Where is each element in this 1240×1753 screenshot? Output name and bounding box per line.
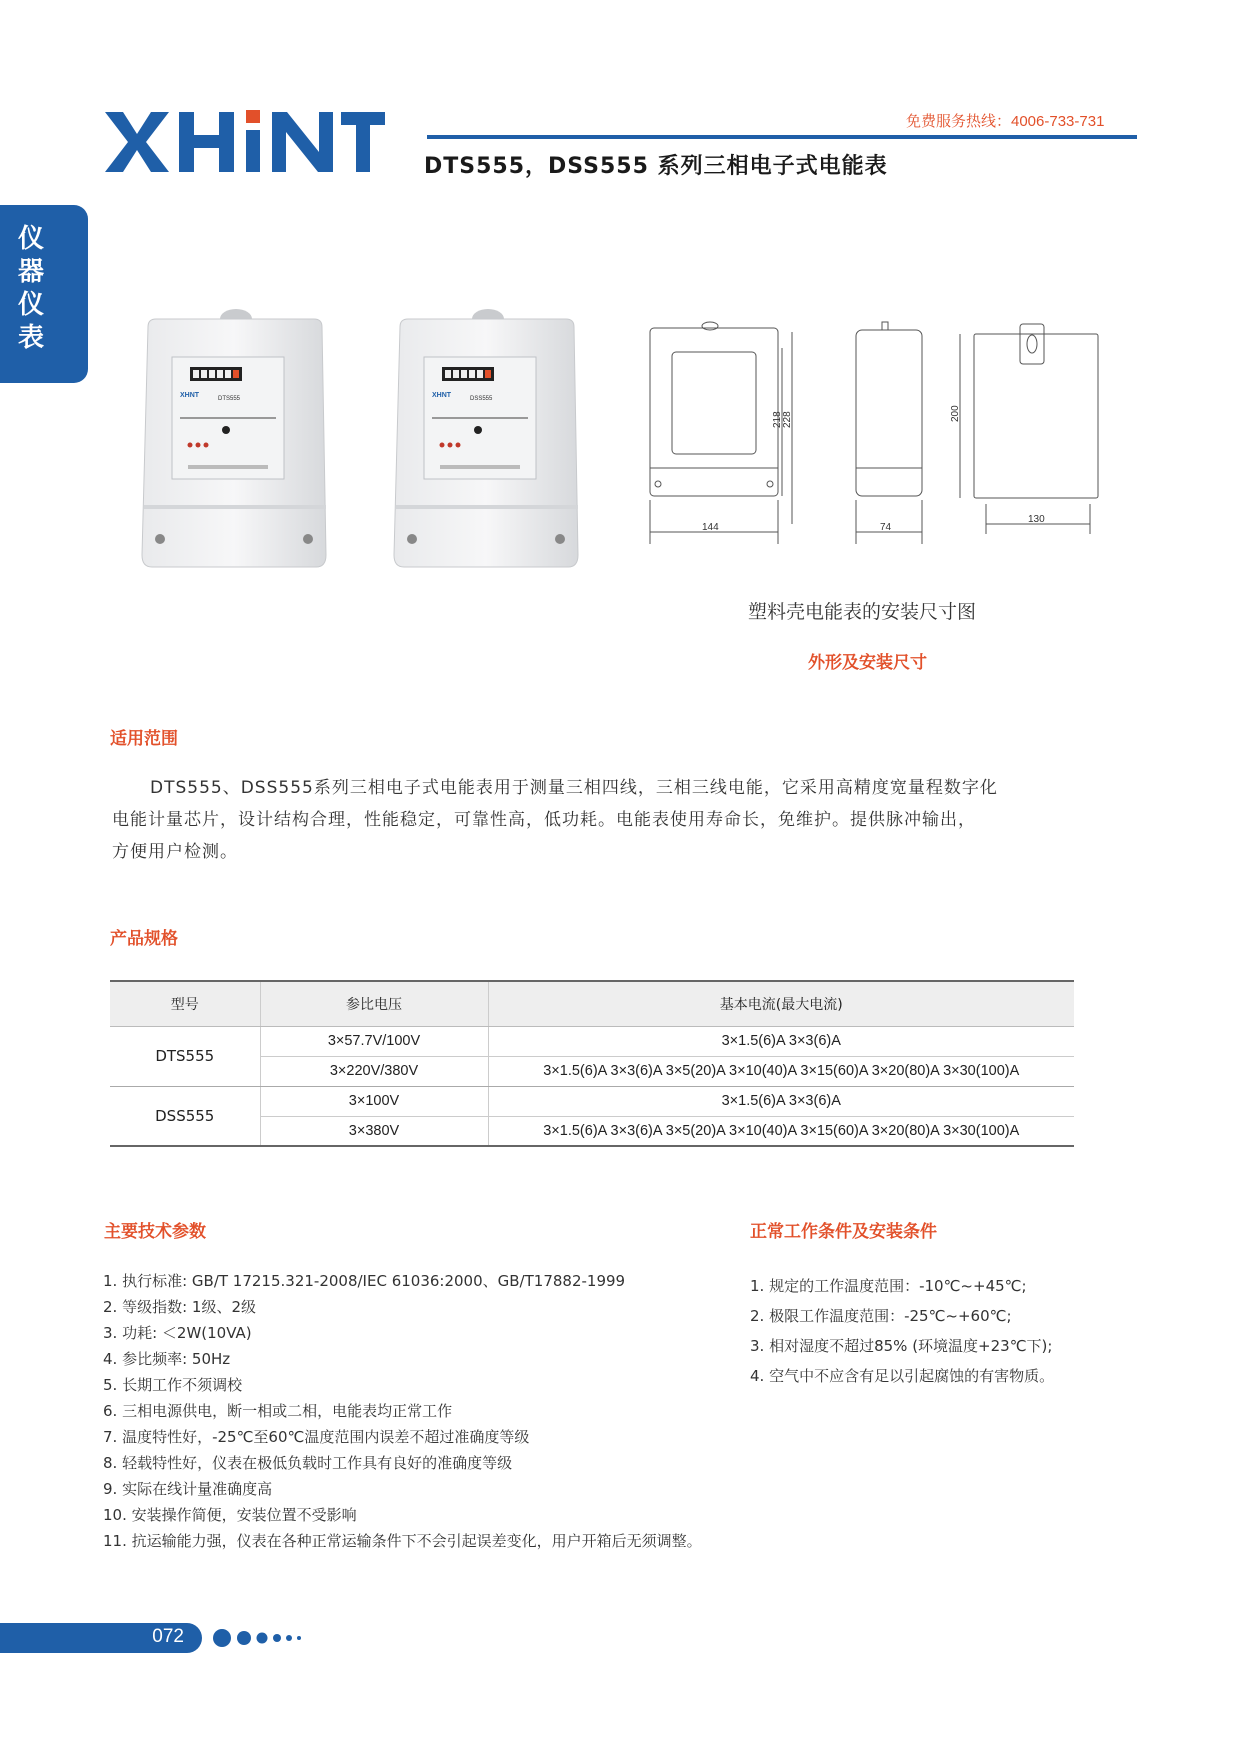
page-number-bar bbox=[0, 1623, 202, 1653]
service-hotline: 免费服务热线：4006-733-731 bbox=[906, 113, 1105, 130]
installation-dimension-drawing bbox=[640, 318, 1110, 553]
page-title: DTS555，DSS555 系列三相电子式电能表 bbox=[424, 154, 888, 179]
table-row bbox=[110, 1026, 1074, 1056]
dim-label: 144 bbox=[702, 522, 719, 533]
current-cell: 3×1.5(6)A 3×3(6)A bbox=[488, 1086, 1074, 1116]
page-number: 072 bbox=[152, 1626, 184, 1647]
table-header: 参比电压 bbox=[260, 981, 488, 1026]
current-cell: 3×1.5(6)A 3×3(6)A 3×5(20)A 3×10(40)A 3×15(60)A 3×20(80)A 3×30(100)A bbox=[488, 1056, 1074, 1086]
list-item: 6. 三相电源供电，断一相或二相，电能表均正常工作 bbox=[103, 1402, 453, 1420]
meter-model-label: DTS555 bbox=[218, 396, 241, 402]
list-item: 5. 长期工作不须调校 bbox=[103, 1376, 243, 1394]
list-item: 10. 安装操作简便，安装位置不受影响 bbox=[103, 1506, 357, 1524]
params-heading: 主要技术参数 bbox=[104, 1222, 206, 1242]
dss555-meter-image bbox=[390, 305, 590, 573]
model-cell: DTS555 bbox=[110, 1026, 260, 1086]
list-item: 2. 极限工作温度范围：-25℃~+60℃; bbox=[750, 1307, 1012, 1325]
params-list bbox=[103, 1268, 702, 1554]
dim-label: 200 bbox=[950, 405, 961, 422]
list-item: 1. 执行标准: GB/T 17215.321-2008/IEC 61036:2000、GB/T17882-1999 bbox=[103, 1272, 626, 1290]
header-rule bbox=[427, 135, 1137, 139]
scope-heading: 适用范围 bbox=[110, 729, 178, 749]
spec-table bbox=[110, 980, 1074, 1147]
meter-model-label: DSS555 bbox=[470, 396, 493, 402]
scope-paragraph bbox=[112, 772, 1072, 868]
xhnt-logo bbox=[105, 108, 385, 176]
svg-text:XHNT: XHNT bbox=[432, 392, 452, 399]
list-item: 4. 空气中不应含有足以引起腐蚀的有害物质。 bbox=[750, 1367, 1055, 1385]
list-item: 1. 规定的工作温度范围：-10℃~+45℃; bbox=[750, 1277, 1027, 1295]
spec-heading: 产品规格 bbox=[110, 929, 178, 949]
current-cell: 3×1.5(6)A 3×3(6)A 3×5(20)A 3×10(40)A 3×15(60)A 3×20(80)A 3×30(100)A bbox=[488, 1116, 1074, 1146]
dim-label: 218 bbox=[772, 411, 783, 428]
list-item: 4. 参比频率: 50Hz bbox=[103, 1350, 231, 1368]
list-item: 2. 等级指数: 1级、2级 bbox=[103, 1298, 256, 1316]
voltage-cell: 3×220V/380V bbox=[260, 1056, 488, 1086]
side-tab-char: 表 bbox=[17, 323, 44, 353]
table-header: 基本电流(最大电流) bbox=[488, 981, 1074, 1026]
dimension-section-caption: 外形及安装尺寸 bbox=[808, 653, 927, 673]
voltage-cell: 3×100V bbox=[260, 1086, 488, 1116]
list-item: 9. 实际在线计量准确度高 bbox=[103, 1480, 273, 1498]
model-cell: DSS555 bbox=[110, 1086, 260, 1146]
current-cell: 3×1.5(6)A 3×3(6)A bbox=[488, 1026, 1074, 1056]
side-tab-char: 仪 bbox=[17, 224, 44, 254]
list-item: 3. 相对湿度不超过85% (环境温度+23℃下); bbox=[750, 1337, 1053, 1355]
side-tab-char: 仪 bbox=[17, 290, 44, 320]
dim-label: 130 bbox=[1028, 514, 1045, 525]
drawing-caption: 塑料壳电能表的安装尺寸图 bbox=[748, 601, 977, 623]
conditions-list bbox=[750, 1271, 1054, 1391]
list-item: 8. 轻载特性好，仪表在极低负载时工作具有良好的准确度等级 bbox=[103, 1454, 513, 1472]
scope-line: 方便用户检测。 bbox=[112, 842, 238, 862]
conditions-heading: 正常工作条件及安装条件 bbox=[750, 1222, 937, 1242]
table-row bbox=[110, 1086, 1074, 1116]
table-header: 型号 bbox=[110, 981, 260, 1026]
list-item: 3. 功耗: ＜2W(10VA) bbox=[103, 1324, 252, 1342]
category-side-tab bbox=[0, 205, 88, 383]
list-item: 11. 抗运输能力强，仪表在各种正常运输条件下不会引起误差变化，用户开箱后无须调整。 bbox=[103, 1532, 702, 1550]
voltage-cell: 3×380V bbox=[260, 1116, 488, 1146]
svg-text:XHNT: XHNT bbox=[180, 392, 200, 399]
list-item: 7. 温度特性好，-25℃至60℃温度范围内误差不超过准确度等级 bbox=[103, 1428, 530, 1446]
dts555-meter-image bbox=[138, 305, 338, 573]
scope-line: 电能计量芯片，设计结构合理，性能稳定，可靠性高，低功耗。电能表使用寿命长，免维护。提供脉冲输出， bbox=[112, 810, 976, 830]
scope-line: DTS555、DSS555系列三相电子式电能表用于测量三相四线，三相三线电能，它采用高精度宽量程数字化 bbox=[150, 778, 998, 798]
dim-label: 228 bbox=[782, 411, 793, 428]
side-tab-char: 器 bbox=[17, 257, 44, 287]
voltage-cell: 3×57.7V/100V bbox=[260, 1026, 488, 1056]
decorative-dots bbox=[212, 1627, 322, 1649]
dim-label: 74 bbox=[880, 522, 892, 533]
